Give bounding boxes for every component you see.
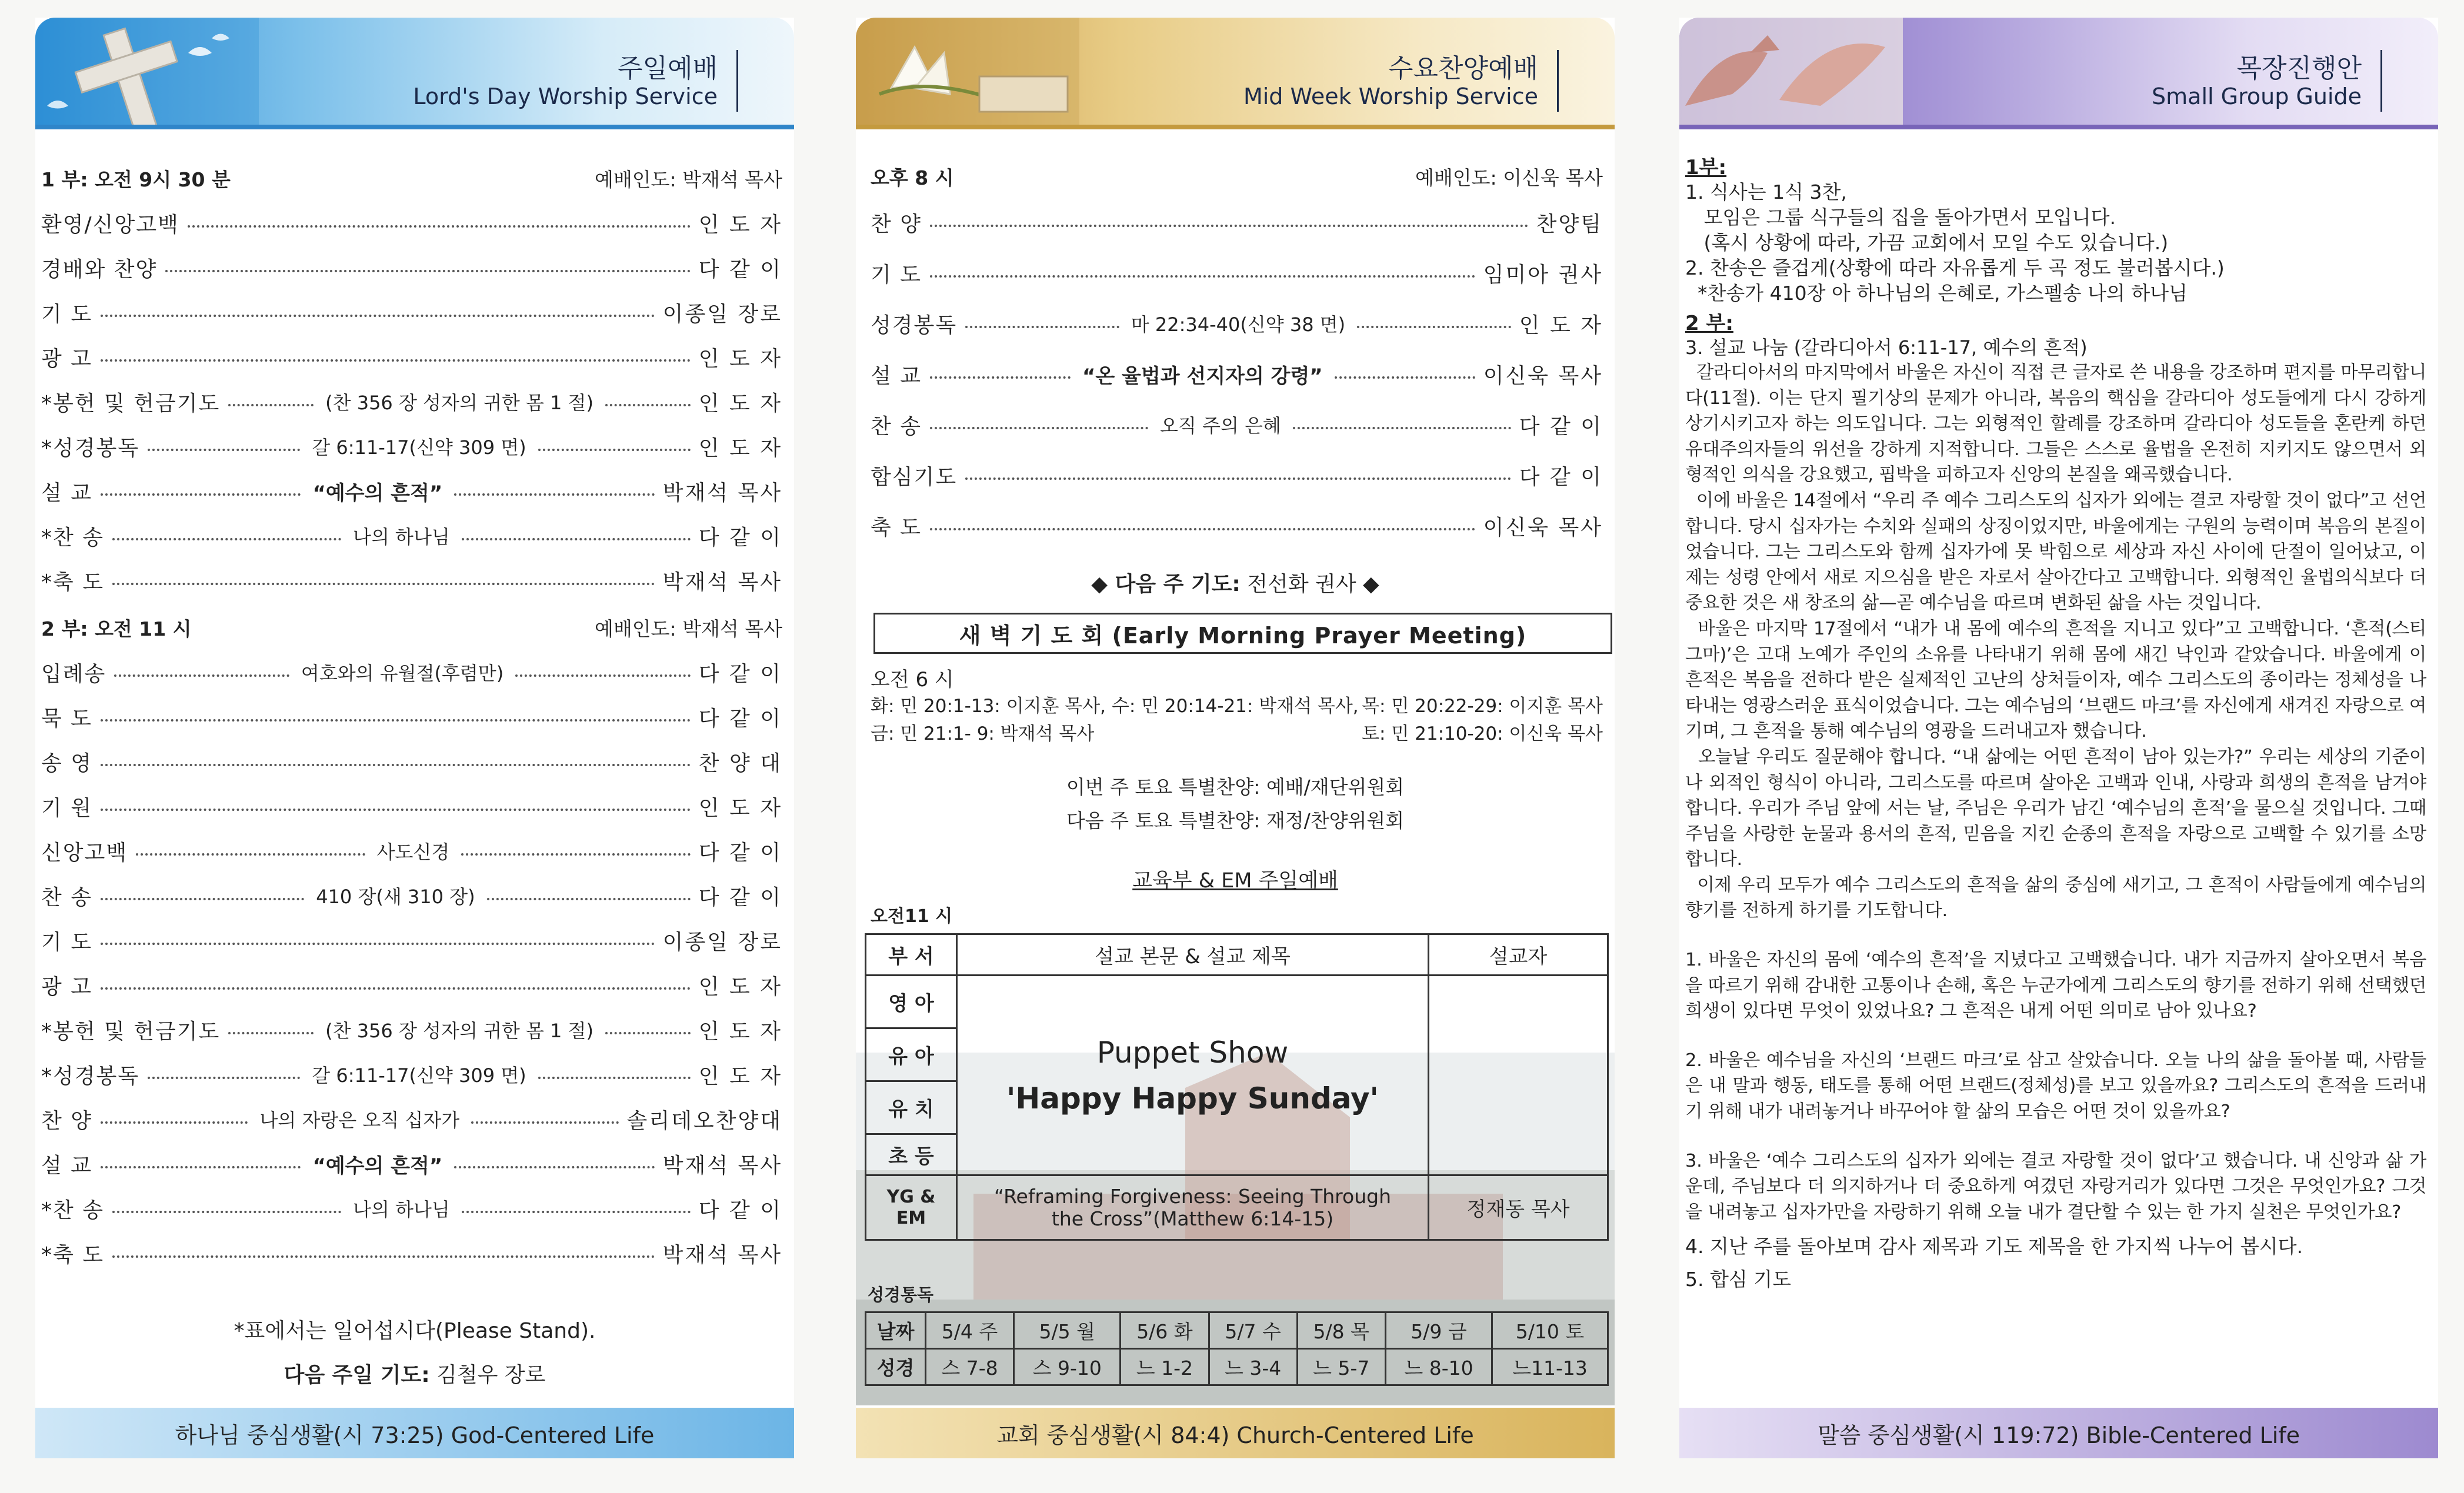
order-item-detail: 갈 6:11-17(신약 309 면) [312,436,526,459]
dot-leader [101,809,691,811]
midweek-header [856,18,1615,129]
service2-rows [41,650,782,1275]
order-item-label: 환영/신앙고백 [41,212,179,237]
order-item-label: 찬 송 [41,885,92,910]
discussion-question: 2. 바울은 예수님을 자신의 ‘브랜드 마크’로 삼고 살았습니다. 오늘 나의 삶을 돌아볼 때, 사람들은 내 말과 행동, 태도를 통해 어떤 브랜드(정체성)를 보고 있을까요? 그리스도의 흔적을 드러내기 위해 내가 내려놓거나 바꾸어야 할 삶의 모습은 어떤 것이 있을까요? [1685,1050,2426,1123]
order-item-person: 임미아 권사 [1483,262,1603,287]
dot-leader [148,449,300,451]
part1-line: 2. 찬송은 즐겁게(상황에 따라 자유롭게 두 곡 정도 불러봅시다.) [1685,256,2225,279]
order-item-person: 다 같 이 [698,1198,783,1223]
dot-leader [112,538,341,540]
order-item-detail: 갈 6:11-17(신약 309 면) [312,1064,526,1087]
part1-line: 모임은 그룹 식구들의 집을 돌아가면서 모입니다. [1685,206,2116,229]
dot-leader [462,1211,691,1213]
order-item-person: 인 도 자 [698,974,782,999]
edu-header-preacher: 설교자 [1429,934,1608,976]
order-item-label: 광 고 [41,974,92,999]
lords-day-title-ko: 주일예배 [617,54,718,83]
bible-date: 5/6 화 [1121,1312,1209,1349]
order-item-label: 기 도 [871,262,922,287]
order-item [41,963,782,1007]
order-item-person: 솔리데오찬양대 [626,1108,783,1133]
order-item [41,201,782,245]
service1-time: 1 부: 오전 9시 30 분 [41,168,231,191]
order-item-detail: 나의 자랑은 오직 십자가 [259,1109,460,1131]
order-item-label: *찬 송 [41,525,104,550]
bible-passage: 느 1-2 [1121,1349,1209,1385]
order-item-person: 다 같 이 [1519,465,1603,489]
dot-leader [538,1077,691,1079]
dot-leader [930,275,1475,278]
dot-leader [165,270,690,272]
sermon-summary [1685,360,2432,924]
dot-leader [930,427,1148,429]
order-item [871,248,1603,298]
cross-icon [35,18,259,129]
special-praise-this-week: 이번 주 토요 특별찬양: 예배/재단위원회 [1066,776,1405,799]
bible-passage: 느 8-10 [1385,1349,1492,1385]
order-item [871,349,1603,399]
edu-header-sermon: 설교 본문 & 설교 제목 [957,934,1429,976]
order-item-person: 찬양팀 [1536,212,1603,236]
dawn-line-1-left: 화: 민 20:1-13: 이지훈 목사, 수: 민 20:14-21: 박재석 목사, [871,696,1359,717]
part1-title: 1부: [1685,156,1727,179]
dot-leader [930,225,1528,227]
order-item-label: 입례송 [41,662,106,686]
order-item [41,290,782,335]
dot-leader [101,987,691,990]
dot-leader [112,583,655,585]
small-group-panel [1679,18,2438,1458]
bible-passage: 스 9-10 [1014,1349,1121,1385]
dot-leader [461,853,691,856]
lily-icon [856,18,1079,129]
dot-leader [228,1032,314,1034]
order-item [41,1141,782,1186]
order-item [41,1007,782,1052]
ygem-line2: EM [896,1207,926,1228]
dot-leader [1357,326,1511,328]
item5: 5. 합심 기도 [1685,1268,1791,1291]
dot-leader [101,315,655,317]
part1-list [1685,179,2426,306]
order-item [871,500,1603,551]
ygem-line1: YG & [886,1186,936,1207]
order-item-person: 인 도 자 [1519,313,1603,338]
header-divider [2380,50,2382,112]
dot-leader [930,528,1475,530]
midweek-next-prayer [856,567,1615,597]
order-item-person: 다 같 이 [698,840,783,865]
lords-day-panel [35,18,794,1458]
lords-day-order [41,156,782,1275]
dot-leader [101,493,301,496]
dot-leader [114,674,289,677]
dot-leader [101,359,691,362]
midweek-next-prayer-label: ◆ 다음 주 기도: [1091,572,1241,596]
bible-date: 5/5 월 [1014,1312,1121,1349]
order-item-label: *성경봉독 [41,1064,140,1088]
dawn-line-1-right: 목: 민 20:22-29: 이지훈 목사 [1362,696,1603,717]
order-item-person: 찬 양 대 [698,751,782,776]
discussion-questions [1685,947,2426,1225]
dot-leader [965,326,1119,328]
service2-time: 2 부: 오전 11 시 [41,617,192,640]
dot-leader [454,493,654,496]
sermon-paragraph: 이제 우리 모두가 예수 그리스도의 흔적을 삶의 중심에 새기고, 그 흔적이 사람들에게 예수님의 향기를 전하게 하기를 기도합니다. [1685,874,2432,921]
order-item-person: 인 도 자 [698,436,783,460]
lords-day-title-en: Lord's Day Worship Service [413,83,718,109]
service1-rows [41,201,782,603]
ygem-sermon [957,1175,1429,1240]
order-item-label: 합심기도 [871,465,958,489]
order-item [871,197,1603,248]
edu-header-dept: 부 서 [866,934,957,976]
order-item-person: 이신욱 목사 [1483,363,1603,388]
order-item-label: *봉헌 및 헌금기도 [41,391,221,416]
bible-passage: 느 5-7 [1297,1349,1385,1385]
order-item-person: 인 도 자 [698,1064,783,1088]
ygem-preacher: 정재동 목사 [1429,1175,1608,1240]
dawn-line-1 [871,691,1603,717]
order-item-label: 신앙고백 [41,840,128,865]
order-item-person: 박재석 목사 [662,1243,782,1267]
midweek-heading [871,156,1603,197]
order-item-detail: (찬 356 장 성자의 귀한 몸 1 절) [325,392,594,414]
order-item-label: 성경봉독 [871,313,958,338]
discussion-question: 1. 바울은 자신의 몸에 ‘예수의 흔적’을 지녔다고 고백했습니다. 내가 지금까지 살아오면서 복음을 따르기 위해 감내한 고통이나 손해, 혹은 누군가에게 그리스도의 향기를 전하기 위해 선택했던 희생이 있다면 무엇이 있었나요? 그 흔적은 내게 어떤 의미로 남아 있나요? [1685,950,2426,1022]
dot-leader [188,225,691,228]
order-item-detail: 사도신경 [376,841,450,863]
bible-date: 5/7 수 [1209,1312,1297,1349]
order-item-detail: 마 22:34-40(신약 38 면) [1131,313,1346,336]
order-item-person: 다 같 이 [698,885,783,910]
dot-leader [605,404,691,406]
edu-dept-kinder: 유 치 [866,1081,957,1134]
header-divider [736,50,738,112]
edu-schedule-table [865,933,1609,1241]
next-prayer-name: 김철우 장로 [436,1363,546,1387]
order-item-person: 인 도 자 [698,796,782,820]
order-item-person: 다 같 이 [698,525,783,550]
part2-heading: 3. 설교 나눔 (갈라디아서 6:11-17, 예수의 흔적) [1685,336,2088,359]
next-prayer-label: 다음 주일 기도: [284,1363,430,1387]
header-underline [856,125,1615,129]
order-item-label: 찬 송 [871,414,922,439]
order-item-label: *축 도 [41,1243,104,1267]
dot-leader [101,764,691,766]
dot-leader [101,898,304,900]
order-item-label: 축 도 [871,515,922,540]
dot-leader [487,898,691,900]
ygem-sermon-line1: “Reframing Forgiveness: Seeing Through [993,1184,1391,1208]
dot-leader [1293,427,1511,429]
midweek-leader: 예배인도: 이신욱 목사 [1415,166,1603,189]
header-underline [1679,125,2438,129]
order-item-detail: (찬 356 장 성자의 귀한 몸 1 절) [325,1020,594,1042]
discussion-question: 3. 바울은 ‘예수 그리스도의 십자가 외에는 결코 자랑할 것이 없다’고 했습니다. 내 신앙과 삶 가운데, 주님보다 더 의지하거나 더 중요하게 여겼던 자랑거리가 있다면 그것은 무엇인가요? 그것을 내려놓고 십자가만을 자랑하기 위해 오늘 내가 결단할 수 있는 한 가지 실천은 무엇인가요? [1685,1150,2426,1223]
order-item-label: *축 도 [41,570,104,594]
order-item-label: *봉헌 및 헌금기도 [41,1019,221,1044]
puppet-show-cell [957,976,1429,1175]
dot-leader [538,449,691,451]
order-item-label: 찬 양 [41,1108,92,1133]
order-item-person: 인 도 자 [698,346,782,371]
order-item [41,650,782,694]
small-group-footer [1679,1408,2438,1458]
sermon-paragraph: 바울은 마지막 17절에서 “내가 내 몸에 예수의 흔적을 지니고 있다”고 고백합니다. ‘흔적(스티그마)’은 고대 노예가 주인의 소유를 나타내기 위해 몸에 새긴 낙인과 같았습니다. 바울에게 이 흔적은 복음을 전하다 받은 실제적인 고난의 상처들이자, 예수 그리스도의 종이라는 정체성을 나타내는 영광스러운 표식이었습니다. 그는 예수님의 ‘브랜드 마크’를 자신에게 새겨진 자랑으로 여기며, 그 흔적을 통해 예수님의 영광을 드러내고자 했습니다. [1685,618,2432,742]
order-item [41,469,782,513]
order-item-label: 찬 양 [871,212,922,236]
small-group-title-en: Small Group Guide [2152,83,2362,109]
order-item-person: 인 도 자 [698,391,782,416]
dot-leader [965,477,1511,480]
order-item-person: 다 같 이 [698,706,782,731]
service2-heading [41,605,782,650]
dawn-time: 오전 6 시 [871,668,954,692]
order-item-person: 박재석 목사 [662,480,783,505]
part1-line: 1. 식사는 1식 3찬, [1685,181,1847,203]
header-divider [1557,50,1559,112]
order-item [871,450,1603,500]
midweek-rows [871,197,1603,551]
bible-date: 5/8 목 [1297,1312,1385,1349]
small-group-footer-text: 말씀 중심생활(시 119:72) Bible-Centered Life [1817,1422,2300,1448]
ygem-sermon-line2: the Cross”(Matthew 6:14-15) [1051,1207,1334,1230]
part1-line: (혹시 상황에 따라, 가끔 교회에서 모일 수도 있습니다.) [1685,231,2169,254]
dawn-line-2-right: 토: 민 21:10-20: 이신욱 목사 [1362,723,1603,744]
hands-icon [1679,18,1903,129]
order-item [41,513,782,558]
stand-note: *표에서는 일어섭시다(Please Stand). [234,1319,596,1343]
order-item-detail: 나의 하나님 [353,526,450,548]
dot-leader [605,1032,691,1034]
lords-day-header [35,18,794,129]
order-item [41,245,782,290]
bible-reading-title: 성경통독 [868,1285,934,1305]
order-item [41,1052,782,1097]
puppet-preacher-cell [1429,976,1608,1175]
order-item-detail: 나의 하나님 [353,1198,450,1221]
order-item-label: 경배와 찬양 [41,257,158,282]
dot-leader [101,1166,301,1168]
order-item-detail: “온 율법과 선지자의 강령” [1082,364,1323,388]
order-item-detail: “예수의 흔적” [312,481,443,505]
small-group-title-ko: 목장진행안 [2236,54,2362,83]
order-item [41,784,782,829]
edu-dept-elementary: 초 등 [866,1134,957,1175]
order-item-label: 광 고 [41,346,92,371]
order-item-person: 이신욱 목사 [1483,515,1603,540]
service1-heading [41,156,782,201]
lords-day-footer-text: 하나님 중심생활(시 73:25) God-Centered Life [175,1422,655,1448]
order-item-person: 다 같 이 [698,662,782,686]
order-item-label: 기 도 [41,930,92,954]
edu-title: 교육부 & EM 주일예배 [1132,869,1338,893]
dot-leader [101,1121,248,1124]
dawn-prayer-title: 새 벽 기 도 회 (Early Morning Prayer Meeting) [959,622,1527,649]
edu-dept-ygem [866,1175,957,1240]
order-item-label: 송 영 [41,751,92,776]
bible-reading-table [865,1311,1609,1386]
bible-date: 5/4 주 [925,1312,1013,1349]
next-sunday-prayer [35,1358,794,1388]
order-item [41,873,782,918]
sermon-paragraph: 갈라디아서의 마지막에서 바울은 자신이 직접 큰 글자로 쓴 내용을 강조하며 편지를 마무리합니다(11절). 이는 단지 필기상의 문제가 아니라, 복음의 핵심을 갈라디아 성도들에게 다시 강하게 상기시키고자 하는 의도입니다. 그는 외형적인 할례를 강조하며 갈라디아 성도들을 혼란케 하던 유대주의자들의 위선을 강하게 지적합니다. 그들은 스스로 율법을 온전히 지키지도 않으면서 외형적인 의식을 강요했고, 핍박을 피하고자 신앙의 본질을 왜곡했습니다. [1685,362,2432,486]
order-item [41,424,782,469]
part1-line: *찬송가 410장 아 하나님의 은혜로, 가스펠송 나의 하나님 [1685,282,2188,305]
midweek-next-prayer-name: 전선화 권사 ◆ [1247,572,1379,596]
midweek-panel [856,18,1615,1458]
dot-leader [454,1166,654,1168]
special-praise-next-week: 다음 주 토요 특별찬양: 재정/찬양위원회 [1066,809,1405,832]
dot-leader [471,1121,618,1124]
order-item-label: 설 교 [871,363,922,388]
puppet-show-subtitle: 'Happy Happy Sunday' [1006,1081,1379,1115]
order-item-detail: 오직 주의 은혜 [1159,415,1281,437]
order-item [41,379,782,424]
dot-leader [515,674,691,677]
bible-passage: 느11-13 [1492,1349,1608,1385]
small-group-content [1685,156,2432,1293]
order-item-detail: 여호와의 유월절(후렴만) [301,662,504,684]
dot-leader [112,1211,341,1213]
order-item-person: 인 도 자 [698,212,782,237]
dot-leader [101,943,655,945]
midweek-title-ko: 수요찬양예배 [1388,54,1538,83]
dawn-line-2-left: 금: 민 21:1- 9: 박재석 목사 [871,723,1095,744]
order-item [41,739,782,784]
order-item [41,1186,782,1231]
service2-leader: 예배인도: 박재석 목사 [595,617,782,640]
bible-date-header: 날짜 [866,1312,926,1349]
lords-day-footer [35,1408,794,1458]
dot-leader [112,1255,655,1258]
dot-leader [228,404,314,406]
item4: 4. 지난 주를 돌아보며 감사 제목과 기도 제목을 한 가지씩 나누어 봅시다. [1685,1235,2303,1258]
service1-leader: 예배인도: 박재석 목사 [595,168,782,191]
dot-leader [462,538,691,540]
bible-passage-header: 성경 [866,1349,926,1385]
dot-leader [1335,376,1475,379]
order-item-person: 인 도 자 [698,1019,782,1044]
order-item-label: 기 도 [41,302,92,326]
order-item-person: 박재석 목사 [662,1153,783,1178]
midweek-order [871,156,1603,551]
order-item-person: 이종일 장로 [662,302,782,326]
small-group-header [1679,18,2438,129]
order-item-person: 다 같 이 [1519,414,1603,439]
part2-title: 2 부: [1685,312,1733,335]
order-item-label: 기 원 [41,796,92,820]
bible-date: 5/9 금 [1385,1312,1492,1349]
order-item-person: 이종일 장로 [662,930,782,954]
sermon-paragraph: 이에 바울은 14절에서 “우리 주 예수 그리스도의 십자가 외에는 결코 자랑할 것이 없다”고 선언합니다. 당시 십자가는 수치와 실패의 상징이었지만, 바울에게는 구원의 능력이며 복음의 본질이었습니다. 그는 그리스도와 함께 십자가에 못 박힘으로 세상과 자신 사이에 단절이 일어났고, 이제는 성령 안에서 새로 지으심을 받은 자로서 살아간다고 고백합니다. 외형적인 율법의식보다 더 중요한 것은 새 창조의 삶—곧 예수님을 따르며 변화된 삶을 사는 것입니다. [1685,490,2432,614]
order-item [41,1097,782,1141]
edu-time: 오전11 시 [871,906,953,927]
bible-passage: 스 7-8 [925,1349,1013,1385]
dot-leader [101,719,691,722]
order-item [41,335,782,379]
sermon-paragraph: 오늘날 우리도 질문해야 합니다. “내 삶에는 어떤 흔적이 남아 있는가?” 우리는 세상의 기준이나 외적인 형식이 아니라, 그리스도를 따르며 살아온 고백과 인내, 사랑과 희생의 흔적을 남겨야 합니다. 우리가 주님 앞에 서는 날, 주님은 우리가 남긴 ‘예수님의 흔적’을 물으실 것입니다. 그때 주님을 사랑한 눈물과 용서의 흔적, 믿음을 지킨 순종의 흔적을 자랑으로 고백할 수 있기를 소망합니다. [1685,746,2432,870]
puppet-show-title: Puppet Show [1096,1035,1289,1070]
order-item [41,558,782,603]
midweek-footer-text: 교회 중심생활(시 84:4) Church-Centered Life [996,1422,1474,1448]
dawn-prayer-title-box [873,613,1612,654]
order-item [41,1231,782,1275]
midweek-footer [856,1408,1615,1458]
order-item [41,918,782,963]
order-item-label: *찬 송 [41,1198,104,1223]
midweek-title-en: Mid Week Worship Service [1243,83,1538,109]
order-item-person: 박재석 목사 [662,570,782,594]
order-item [871,298,1603,349]
dawn-line-2 [871,719,1603,745]
order-item-label: 설 교 [41,1153,92,1178]
bible-passage: 느 3-4 [1209,1349,1297,1385]
order-item-label: *성경봉독 [41,436,140,460]
header-underline [35,125,794,129]
dot-leader [930,376,1071,379]
order-item [41,829,782,873]
edu-dept-toddler: 유 아 [866,1028,957,1081]
order-item-person: 다 같 이 [698,257,782,282]
order-item-detail: 410 장(새 310 장) [316,886,475,908]
order-item-label: 설 교 [41,480,92,505]
dot-leader [148,1077,300,1079]
order-item [41,694,782,739]
dot-leader [136,853,365,856]
edu-dept-infant: 영 아 [866,976,957,1028]
order-item-label: 묵 도 [41,706,92,731]
order-item [871,399,1603,450]
midweek-time: 오후 8 시 [871,166,954,189]
bible-date: 5/10 토 [1492,1312,1608,1349]
order-item-detail: “예수의 흔적” [312,1154,443,1178]
